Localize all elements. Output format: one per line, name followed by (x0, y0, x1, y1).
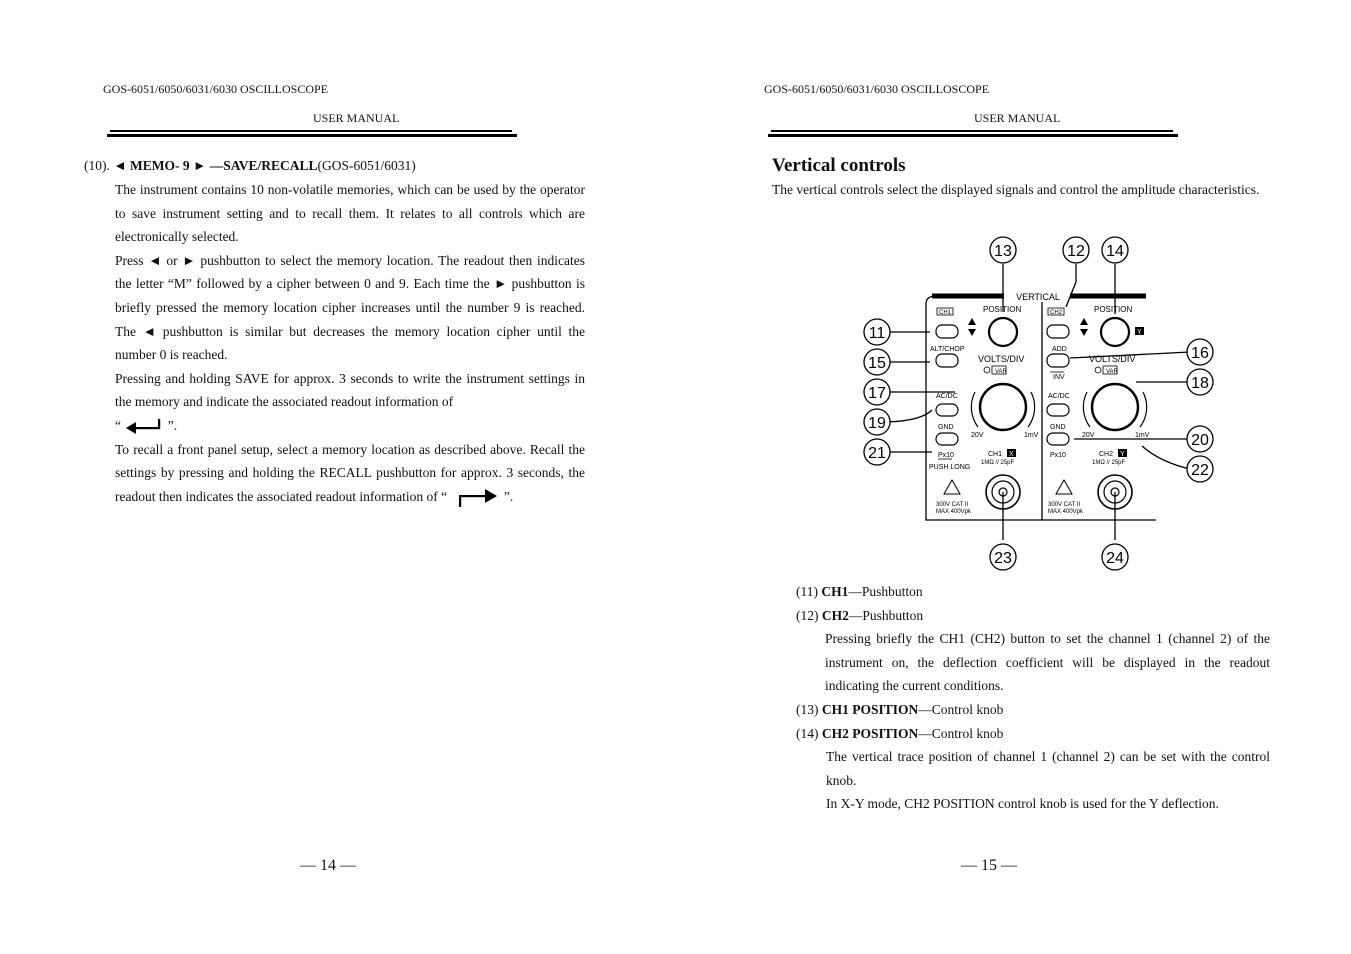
ch1-position-label: POSITION (983, 305, 1022, 314)
section-models: (GOS-6051/6031) (317, 158, 416, 173)
ch1-gnd-button[interactable] (936, 433, 958, 445)
item-11: (11) CH1—Pushbutton (796, 584, 923, 599)
ch2-1mv-label: 1mV (1135, 432, 1150, 439)
callout-11: 11 (868, 325, 886, 342)
item-13: (13) CH1 POSITION—Control knob (796, 702, 1004, 717)
callout-20: 20 (1191, 432, 1209, 449)
desc-ch-buttons: Pressing briefly the CH1 (CH2) button to set the channel 1 (channel 2) of the instrument on, the deflection coefficient will be displayed in the readout indicating the current conditions. (825, 631, 1270, 694)
section-title (84, 154, 604, 178)
ch2-volts-div-label: VOLTS/DIV (1089, 354, 1136, 364)
ch1-acdc-button[interactable] (936, 404, 958, 416)
header-rule-thick (768, 134, 1178, 137)
y-badge: Y (1120, 451, 1125, 458)
ch1-position-knob[interactable] (989, 318, 1017, 346)
callout-24: 24 (1106, 550, 1124, 567)
callout-12: 12 (1067, 243, 1085, 260)
ch2-volts-div-knob[interactable] (1092, 384, 1138, 430)
section-number: (10). ◄ (84, 158, 130, 173)
callout-21: 21 (868, 445, 886, 462)
ch2-acdc-label: AC/DC (1048, 393, 1070, 400)
left-page (0, 0, 675, 954)
y-badge-position: Y (1137, 329, 1142, 336)
item-list-2 (796, 698, 1276, 745)
body-text (115, 178, 585, 508)
ch1-px10-label: Px10 (938, 452, 954, 459)
ch2-input-label: CH2 (1099, 451, 1114, 458)
ch2-button[interactable] (1047, 325, 1069, 338)
desc-position-1: The vertical trace position of channel 1 (channel 2) can be set with the control knob. (826, 749, 1270, 788)
callout-17: 17 (868, 385, 886, 402)
ch2-max-label: MAX 400Vpk (1048, 509, 1084, 515)
paragraph-recall (115, 438, 585, 509)
ch1-volts-div-label: VOLTS/DIV (978, 354, 1025, 364)
inv-label: INV (1053, 374, 1065, 381)
section-name: MEMO- 9 ► —SAVE/RECALL (129, 158, 318, 173)
ch1-gnd-label: GND (938, 424, 954, 431)
ch1-1mv-label: 1mV (1024, 432, 1039, 439)
save-readout-symbol-icon (124, 418, 164, 436)
quote-close: ”. (167, 417, 178, 433)
panel-title: VERTICAL (1016, 292, 1060, 302)
ch1-cat-label: 300V CAT II (936, 502, 969, 508)
callout-16: 16 (1191, 345, 1209, 362)
section-heading: Vertical controls (772, 155, 906, 176)
header-rule (771, 130, 1173, 132)
item-list (796, 580, 1276, 627)
alt-chop-button[interactable] (936, 354, 958, 367)
header-manual: USER MANUAL (974, 111, 1061, 125)
header-manual: USER MANUAL (313, 111, 400, 125)
callout-15: 15 (868, 355, 886, 372)
ch2-position-knob[interactable] (1101, 318, 1129, 346)
ch2-var-label: VAR (1106, 369, 1118, 375)
callout-14: 14 (1106, 243, 1124, 260)
recall-text: To recall a front panel setup, select a memory location as described above. Recall the settings by pressing and holding the RECALL pushbutton for approx. 3 seconds, the readout then indicates the associated readout information of “ (115, 441, 585, 504)
ch2-20v-label: 20V (1082, 432, 1095, 439)
ch2-impedance-label: 1MΩ // 25pF (1092, 460, 1126, 466)
page-number: — 14 — (300, 857, 356, 874)
push-long-label: PUSH LONG (929, 464, 971, 471)
x-badge: X (1009, 451, 1014, 458)
ch2-position-label: POSITION (1094, 305, 1133, 314)
ch2-gnd-label: GND (1050, 424, 1066, 431)
ch2-px10-label: Px10 (1050, 452, 1066, 459)
callout-23: 23 (994, 550, 1012, 567)
ch2-gnd-button[interactable] (1047, 433, 1069, 445)
add-button[interactable] (1047, 354, 1069, 367)
add-label: ADD (1052, 346, 1067, 353)
ch2-label: CH2 (1050, 310, 1063, 316)
header-rule (110, 130, 512, 132)
ch1-20v-label: 20V (971, 432, 984, 439)
right-page (676, 0, 1351, 954)
ch1-impedance-label: 1MΩ // 25pF (981, 460, 1015, 466)
save-text: Pressing and holding SAVE for approx. 3 seconds to write the instrument settings in the memory and indicate the associated readout information of (115, 370, 585, 410)
quote-close: ”. (503, 488, 514, 504)
alt-chop-label: ALT/CHOP (930, 346, 965, 353)
recall-readout-symbol-icon (451, 488, 501, 508)
header-model: GOS-6051/6050/6031/6030 OSCILLOSCOPE (103, 82, 329, 96)
callout-13: 13 (994, 243, 1012, 260)
ch1-max-label: MAX 400Vpk (936, 509, 972, 515)
quote-open: “ (115, 417, 121, 433)
paragraph-save (115, 367, 585, 438)
desc-position (826, 745, 1270, 816)
ch1-button[interactable] (936, 325, 958, 338)
ch1-input-label: CH1 (988, 451, 1003, 458)
ch1-volts-div-knob[interactable] (980, 384, 1026, 430)
ch1-var-label: VAR (995, 369, 1007, 375)
ch2-acdc-button[interactable] (1047, 404, 1069, 416)
header-rule-thick (107, 134, 517, 137)
ch1-label: CH1 (939, 310, 952, 316)
paragraph-intro: The instrument contains 10 non-volatile memories, which can be used by the operator to save instrument setting and to recall them. It relates to all controls which are electronically selected. (115, 182, 585, 245)
ch2-cat-label: 300V CAT II (1048, 502, 1081, 508)
callout-19: 19 (868, 415, 886, 432)
item-14: (14) CH2 POSITION—Control knob (796, 725, 1004, 741)
callout-18: 18 (1191, 375, 1209, 392)
item-12: (12) CH2—Pushbutton (796, 607, 924, 623)
ch1-acdc-label: AC/DC (936, 393, 958, 400)
page-number: — 15 — (961, 857, 1017, 874)
vertical-controls-diagram (860, 232, 1220, 572)
desc-position-2: In X-Y mode, CH2 POSITION control knob is used for the Y deflection. (826, 796, 1219, 812)
header-model: GOS-6051/6050/6031/6030 OSCILLOSCOPE (764, 82, 990, 96)
intro-text: The vertical controls select the displayed signals and control the amplitude characteristics. (772, 182, 1260, 197)
paragraph-select: Press ◄ or ► pushbutton to select the memory location. The readout then indicates the letter “M” followed by a cipher between 0 and 9. Each time the ► pushbutton is briefly pressed the memory location cipher increases until the number 9 is reached. The ◄ pushbutton is similar but decreases the memory location cipher until the number 0 is reached. (115, 252, 585, 363)
callout-22: 22 (1191, 462, 1209, 479)
